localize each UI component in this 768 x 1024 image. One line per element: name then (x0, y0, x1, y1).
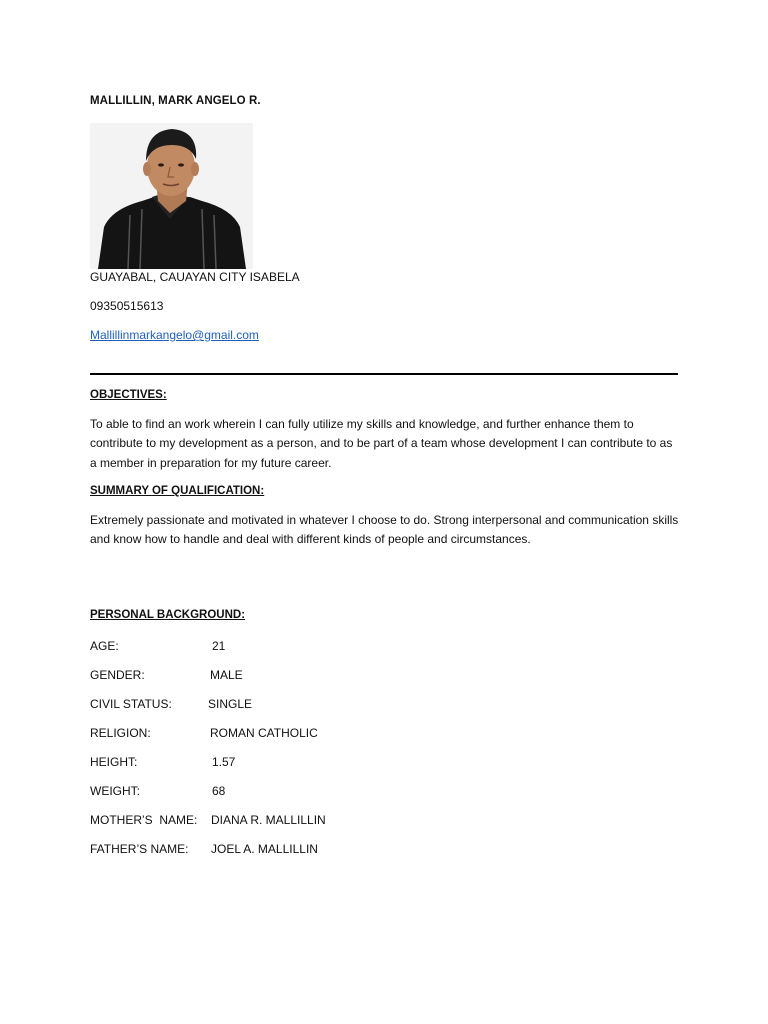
objectives-text: To able to find an work wherein I can fully utilize my skills and knowledge, and further enhance them to contribute to my development as a person, and to be part of a team whose development I can contribute to as a member in preparation for my future career. (90, 417, 673, 470)
email-link[interactable]: Mallillinmarkangelo@gmail.com (90, 328, 259, 342)
mothers-name-label: MOTHER’S NAME: (90, 813, 198, 827)
religion-value: ROMAN CATHOLIC (210, 726, 318, 740)
summary-heading: SUMMARY OF QUALIFICATION: (90, 485, 265, 497)
height-value: 1.57 (212, 755, 236, 769)
mothers-name-value: DIANA R. MALLILLIN (211, 813, 326, 827)
profile-photo (90, 123, 253, 269)
weight-value: 68 (212, 784, 226, 798)
person-portrait-image (90, 123, 253, 269)
gender-value: MALE (210, 668, 243, 682)
weight-label: WEIGHT: (90, 784, 140, 798)
summary-text: Extremely passionate and motivated in whatever I choose to do. Strong interpersonal and communication skills and know how to handle and deal with different kinds of people and circumstances. (90, 513, 679, 547)
age-value: 21 (212, 639, 226, 653)
religion-label: RELIGION: (90, 726, 151, 740)
phone-text: 09350515613 (90, 299, 164, 313)
fathers-name-label: FATHER’S NAME: (90, 842, 189, 856)
address-text: GUAYABAL, CAUAYAN CITY ISABELA (90, 270, 300, 284)
civil-status-value: SINGLE (208, 697, 253, 711)
personal-background-heading: PERSONAL BACKGROUND: (90, 609, 246, 621)
section-divider (90, 373, 678, 375)
height-label: HEIGHT: (90, 755, 138, 769)
civil-status-label: CIVIL STATUS: (90, 697, 172, 711)
gender-label: GENDER: (90, 668, 145, 682)
age-label: AGE: (90, 639, 119, 653)
fathers-name-value: JOEL A. MALLILLIN (211, 842, 318, 856)
objectives-heading: OBJECTIVES: (90, 389, 167, 401)
applicant-name: MALLILLIN, MARK ANGELO R. (90, 95, 261, 107)
